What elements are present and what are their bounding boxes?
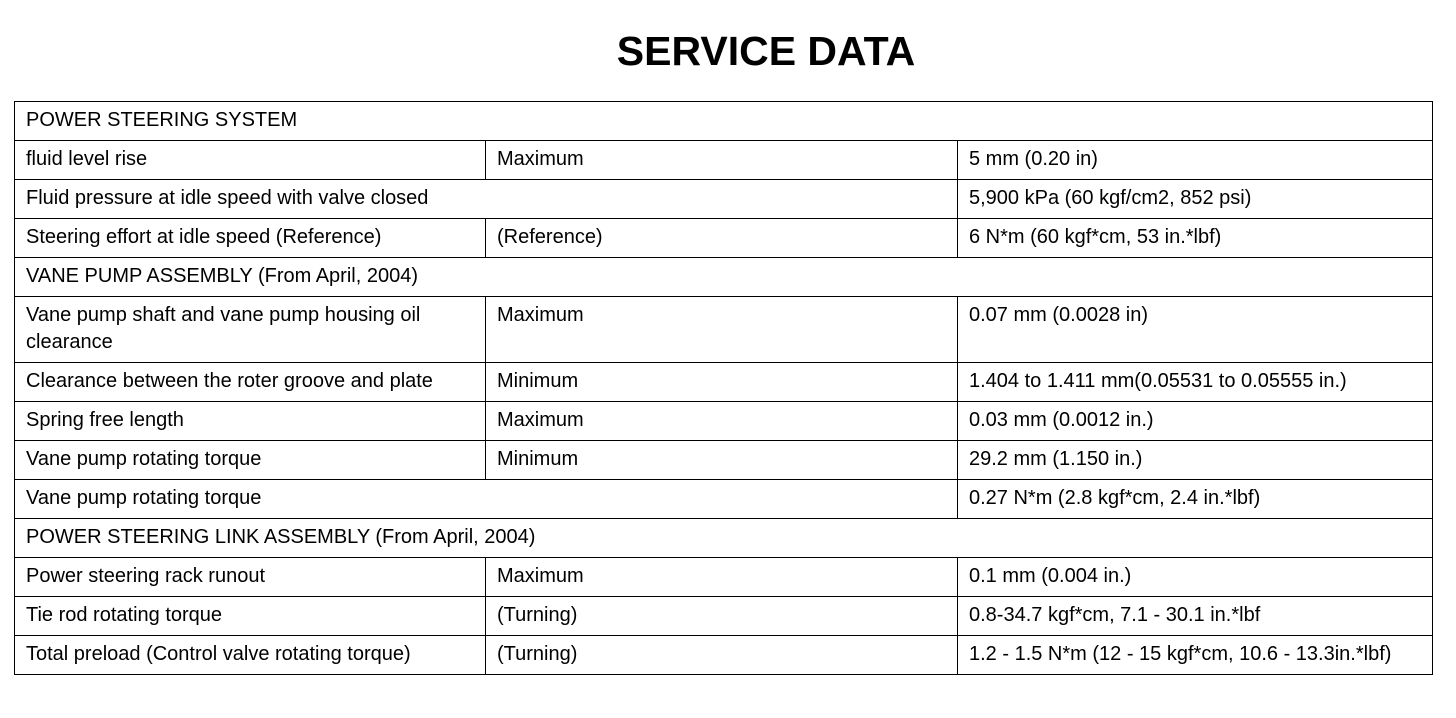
table-row [15,480,1433,519]
table-row [15,141,1433,180]
item-value: 0.27 N*m (2.8 kgf*cm, 2.4 in.*lbf) [958,480,1433,519]
item-value: 5,900 kPa (60 kgf/cm2, 852 psi) [958,180,1433,219]
item-value: 0.03 mm (0.0012 in.) [958,402,1433,441]
item-condition: Maximum [486,297,958,363]
item-label: Clearance between the roter groove and plate [15,363,486,402]
service-data-table [14,101,1433,675]
item-value: 0.07 mm (0.0028 in) [958,297,1433,363]
item-condition: (Reference) [486,219,958,258]
item-label: Total preload (Control valve rotating torque) [15,636,486,675]
table-row [15,636,1433,675]
item-label: Power steering rack runout [15,558,486,597]
item-label: fluid level rise [15,141,486,180]
item-condition: Minimum [486,363,958,402]
item-value: 29.2 mm (1.150 in.) [958,441,1433,480]
item-condition: (Turning) [486,597,958,636]
table-row [15,558,1433,597]
item-condition: Maximum [486,402,958,441]
section-heading: POWER STEERING LINK ASSEMBLY (From April, 2004) [15,519,1433,558]
section-heading: POWER STEERING SYSTEM [15,102,1433,141]
table-row [15,297,1433,363]
item-label: Vane pump rotating torque [15,480,958,519]
item-value: 6 N*m (60 kgf*cm, 53 in.*lbf) [958,219,1433,258]
item-condition: (Turning) [486,636,958,675]
item-label: Vane pump rotating torque [15,441,486,480]
item-condition: Maximum [486,558,958,597]
item-label: Fluid pressure at idle speed with valve closed [15,180,958,219]
item-label: Steering effort at idle speed (Reference) [15,219,486,258]
item-condition: Minimum [486,441,958,480]
item-label: Tie rod rotating torque [15,597,486,636]
table-row [15,597,1433,636]
item-label: Vane pump shaft and vane pump housing oil clearance [15,297,486,363]
item-value: 0.1 mm (0.004 in.) [958,558,1433,597]
table-row [15,102,1433,141]
section-heading: VANE PUMP ASSEMBLY (From April, 2004) [15,258,1433,297]
item-label: Spring free length [15,402,486,441]
table-row [15,363,1433,402]
table-row [15,441,1433,480]
table-row [15,180,1433,219]
table-row [15,402,1433,441]
item-condition: Maximum [486,141,958,180]
item-value: 0.8-34.7 kgf*cm, 7.1 - 30.1 in.*lbf [958,597,1433,636]
table-row [15,258,1433,297]
item-value: 5 mm (0.20 in) [958,141,1433,180]
item-value: 1.2 - 1.5 N*m (12 - 15 kgf*cm, 10.6 - 13.3in.*lbf) [958,636,1433,675]
table-row [15,219,1433,258]
table-row [15,519,1433,558]
page-title: SERVICE DATA [616,28,916,74]
item-value: 1.404 to 1.411 mm(0.05531 to 0.05555 in.) [958,363,1433,402]
